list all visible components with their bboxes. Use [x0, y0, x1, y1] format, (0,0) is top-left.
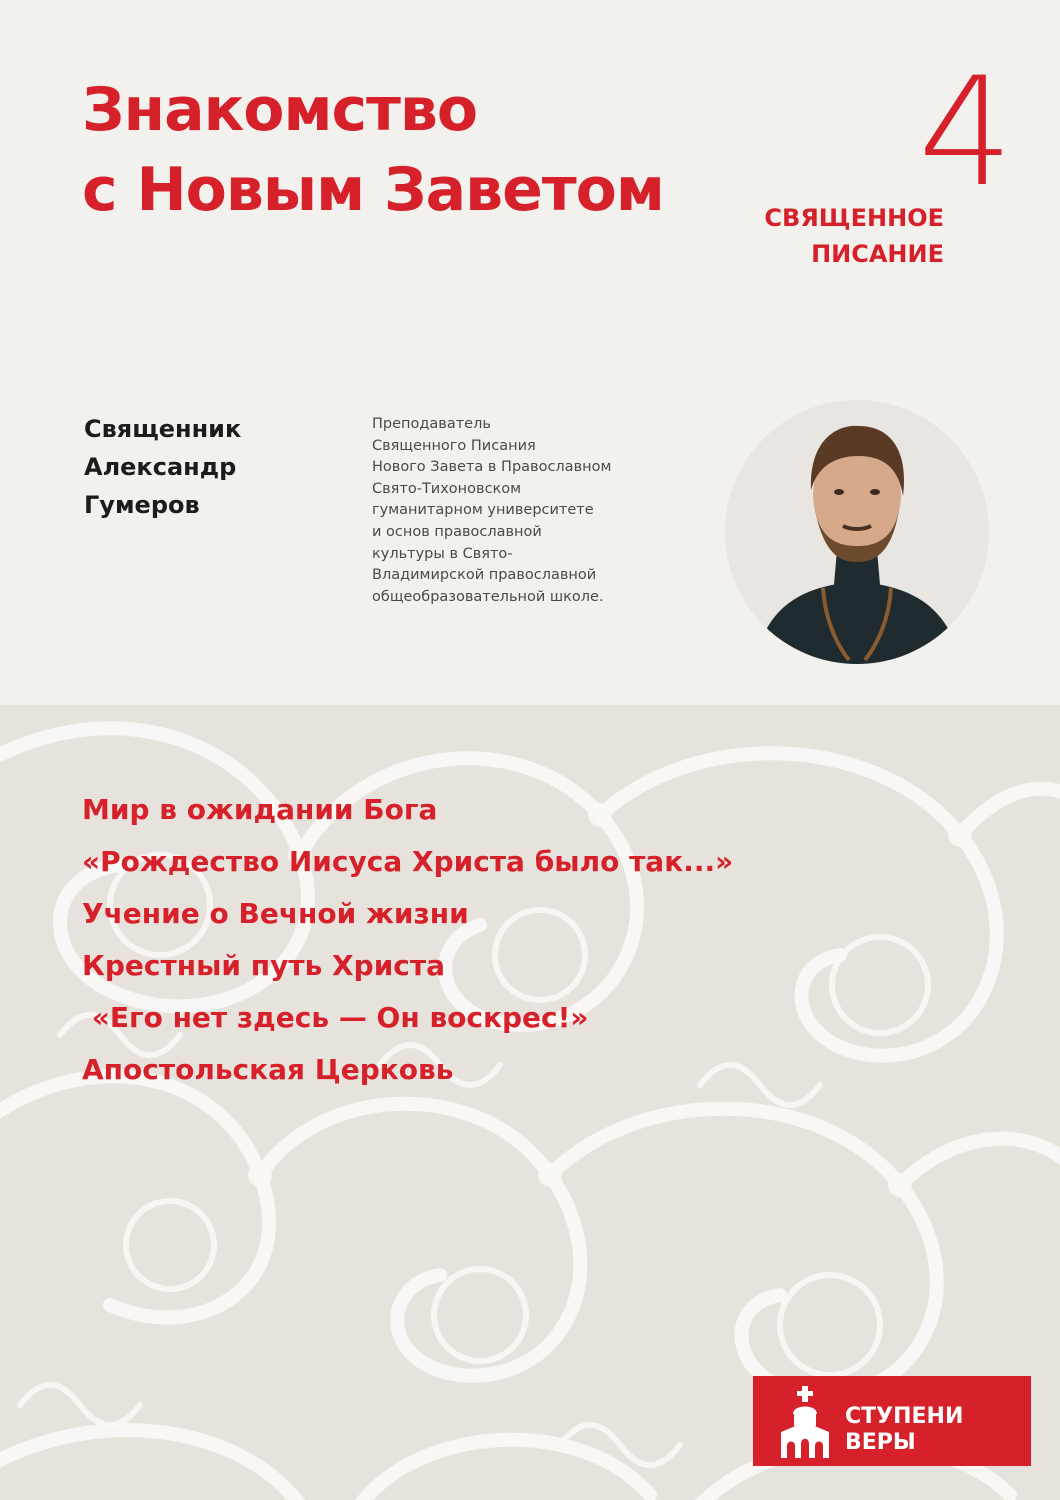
church-icon: [775, 1384, 835, 1460]
contents-item: «Рождество Иисуса Христа было так...»: [82, 845, 734, 878]
publisher-name-line: ВЕРЫ: [845, 1430, 916, 1455]
book-title-line: с Новым Заветом: [82, 155, 664, 225]
author-bio-line: Преподаватель: [372, 416, 491, 432]
volume-number: 4: [918, 46, 1014, 220]
author-name: [84, 410, 241, 524]
author-bio-line: гуманитарном университете: [372, 502, 594, 519]
contents-item: Мир в ожидании Бога: [82, 793, 438, 826]
author-bio-line: культуры в Свято-: [372, 545, 513, 562]
contents-item: Апостольская Церковь: [82, 1053, 454, 1086]
series-label: [764, 200, 944, 272]
book-title: [82, 70, 664, 230]
contents-item: Крестный путь Христа: [82, 949, 446, 982]
author-name-line: Александр: [84, 453, 237, 481]
author-bio-line: Нового Завета в Православном: [372, 459, 612, 476]
author-portrait: [725, 400, 989, 664]
publisher-name-line: СТУПЕНИ: [845, 1404, 964, 1429]
author-bio-line: Священного Писания: [372, 437, 536, 454]
table-of-contents: [82, 784, 733, 1096]
author-bio: [372, 414, 702, 608]
contents-item: Учение о Вечной жизни: [82, 897, 469, 930]
author-bio-line: общеобразовательной школе.: [372, 588, 604, 605]
author-bio-line: Владимирской православной: [372, 567, 597, 584]
publisher-name: [845, 1404, 963, 1456]
series-label-line: СВЯЩЕННОЕ: [764, 204, 944, 232]
author-name-line: Священник: [84, 415, 242, 443]
series-label-line: ПИСАНИЕ: [811, 240, 944, 268]
author-portrait-image: [725, 400, 989, 664]
author-name-line: Гумеров: [84, 491, 200, 519]
author-bio-line: и основ православной: [372, 523, 542, 540]
contents-item: «Его нет здесь — Он воскрес!»: [82, 1001, 589, 1034]
book-title-line: Знакомство: [82, 75, 478, 145]
author-bio-line: Свято-Тихоновском: [372, 480, 522, 497]
publisher-badge: [753, 1376, 1031, 1466]
